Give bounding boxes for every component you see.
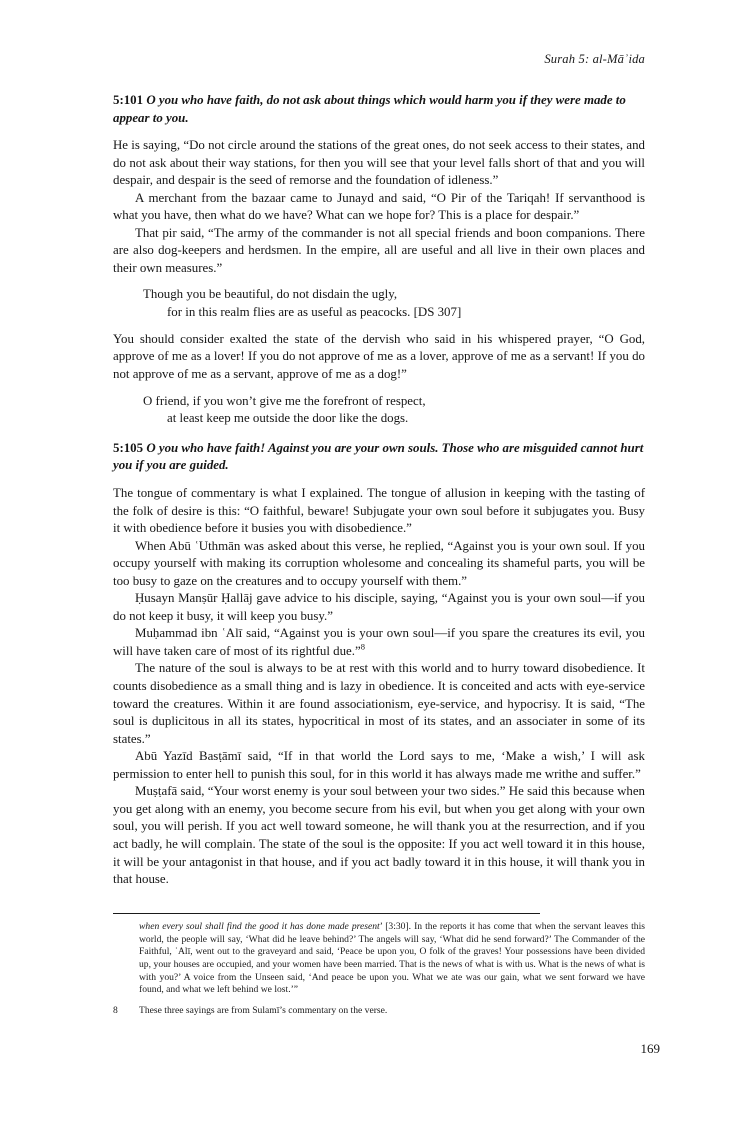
poem-line: Though you be beautiful, do not disdain the ugly, xyxy=(143,287,398,302)
running-head: Surah 5: al-Māʾida xyxy=(544,52,645,66)
footnote-separator-rule xyxy=(113,913,540,914)
paragraph-6: When Abū ʿUthmān was asked about this verse, he replied, “Against you is your own soul. If you occupy yourself with making its corruption wholesome and concealing its shameful parts, you will be too busy to gaze on the creatures and to occupy yourself with them.” xyxy=(113,538,645,588)
page-body xyxy=(113,92,645,889)
poem-block-2 xyxy=(113,393,645,428)
verse-heading-5-101 xyxy=(113,92,645,127)
footnote-continued xyxy=(139,921,645,997)
paragraph-7: Ḥusayn Manṣūr Ḥallāj gave advice to his disciple, saying, “Against you is your own soul—if you do not keep it busy, it will keep you busy.” xyxy=(113,591,645,623)
paragraph-11: Muṣṭafā said, “Your worst enemy is your soul between your two sides.” He said this because when you get along with an enemy, you become secure from his evil, but when you get along with your own soul, you will perish. If you act well toward someone, he will thank you at the resurrection, and if you act badly, he will complain. The state of the soul is the opposite: If you act well toward it in this house, it will be your antagonist in that house, and if you act badly toward it in this house, it will thank you in that house. xyxy=(113,784,645,887)
verse-text: O you who have faith, do not ask about things which would harm you if they were made to appear to you. xyxy=(113,93,626,125)
verse-number: 5:101 xyxy=(113,93,144,107)
poem-line: O friend, if you won’t give me the forefront of respect, xyxy=(143,393,426,408)
paragraph-9: The nature of the soul is always to be at rest with this world and to hurry toward disobedience. It counts disobedience as a small thing and is lazy in obedience. It is conceited and acts with eye-service toward the creatures. Within it are found associationism, eye-service, and hypocrisy. It is said, “The soul is duplicitous in all its states, hypocritical in most of its states, and an associater in some of its states.” xyxy=(113,661,645,746)
footnote-reference-8[interactable]: 8 xyxy=(360,641,365,652)
paragraph-1: He is saying, “Do not circle around the stations of the great ones, do not seek access to their states, and do not ask about their way stations, for then you will see that your level falls short of that and you will despair, and despair is the seed of remorse and the foundation of idleness.” xyxy=(113,138,645,188)
footnote-marker: 8 xyxy=(113,1004,118,1016)
footnote-area xyxy=(113,913,645,1018)
footnote-continued-rest: ’ [3:30]. In the reports it has come that when the servant leaves this world, the people will say, ‘What did he leave behind?’ The angels will say, ‘What did he send forward?’ The Commander of the Faithful, ʿAlī, went out to the graveyard and said, ‘Peace be upon you, O folk of the graves! Your possessions have been divided up, your houses are occupied, and your women have been married. That is the news of what is with us. What is the news of what is with you?’ A voice from the Unseen said, ‘And peace be upon you. What we ate was our gain, what we sent forward we have found, and what we left behind we lost.’” xyxy=(139,921,645,996)
poem-line: for in this realm flies are as useful as peacocks. [DS 307] xyxy=(167,305,462,320)
verse-text: O you who have faith! Against you are your own souls. Those who are misguided cannot hurt you if you are guided. xyxy=(113,440,644,473)
poem-line: at least keep me outside the door like the dogs. xyxy=(167,411,409,426)
footnote-item-8 xyxy=(113,1004,645,1018)
paragraph-8-text: Muḥammad ibn ʿAlī said, “Against you is your own soul—if you spare the creatures its evil, you will have taken care of most of its rightful due.” xyxy=(113,626,645,658)
verse-heading-5-105 xyxy=(113,440,645,475)
poem-block-1 xyxy=(113,286,645,321)
paragraph-10: Abū Yazīd Basṭāmī said, “If in that world the Lord says to me, ‘Make a wish,’ I will ask permission to enter hell to punish this soul, for in this world it has always made me writhe and suffer.” xyxy=(113,749,645,781)
paragraph-3: That pir said, “The army of the commander is not all special friends and boon companions. There are also dog-keepers and herdsmen. In the empire, all are useful and all live in their own places and their own measures.” xyxy=(113,225,645,275)
paragraph-2: A merchant from the bazaar came to Junayd and said, “O Pir of the Tariqah! If servanthood is what you have, then what do we have? What can we hope for? This is a place for despair.” xyxy=(113,190,645,223)
paragraph-4: You should consider exalted the state of the dervish who said in his whispered prayer, “O God, approve of me as a lover! If you do not approve of me as a lover, approve of me as a servant! If you do not approve of me as a servant, approve of me as a dog!” xyxy=(113,331,645,381)
paragraph-8 xyxy=(113,625,645,660)
footnote-continued-italic: when every soul shall find the good it has done made present xyxy=(139,921,380,932)
verse-number: 5:105 xyxy=(113,440,144,455)
paragraph-5: The tongue of commentary is what I explained. The tongue of allusion in keeping with the tasting of the folk of desire is this: “O faithful, beware! Subjugate your own soul before it subjugates you. Busy it with obedience before it busies you with disobedience.” xyxy=(113,486,645,536)
footnote-text: These three sayings are from Sulamī’s commentary on the verse. xyxy=(139,1004,388,1016)
page-number: 169 xyxy=(640,1041,660,1056)
